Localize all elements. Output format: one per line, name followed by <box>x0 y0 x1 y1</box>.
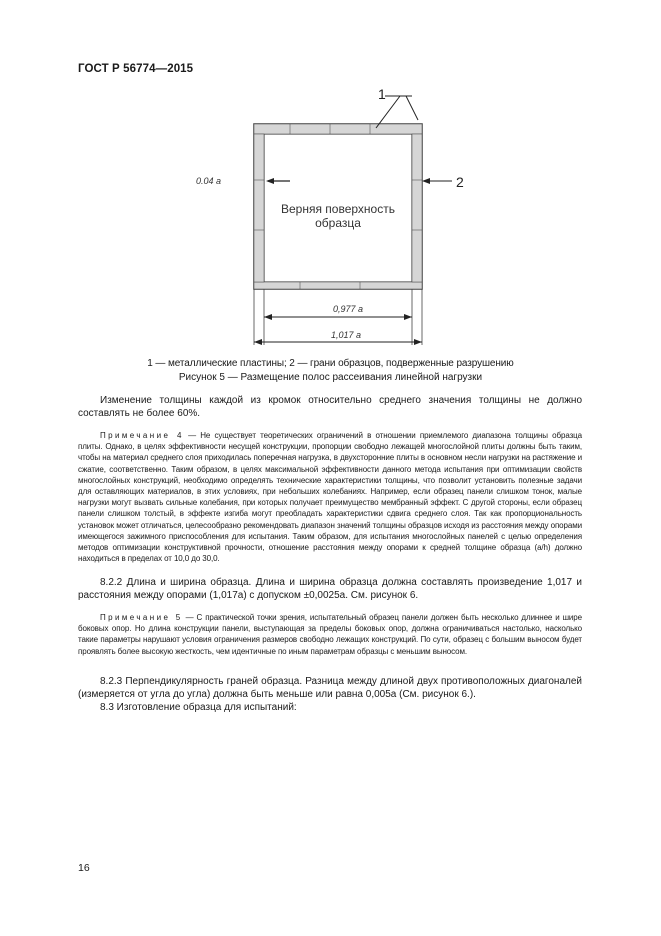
note-4-label: Примечание 4 <box>100 431 184 440</box>
paragraph-8-3: 8.3 Изготовление образца для испытаний: <box>100 702 297 713</box>
document-header: ГОСТ Р 56774—2015 <box>78 63 194 75</box>
dim-inner-label: 0,977 a <box>332 304 364 314</box>
callout-2-label: 2 <box>456 174 464 190</box>
note-5-text: — С практической точки зрения, испытательный образец панели должен быть несколько длиннее и шире боковых опор. Но длина конструкции панели, выступающая за пределы боковых опор, должна ограничиваться настолько, насколько такие параметры нарушают условия ограничения размеров свободно лежащих конструкций. По сути, образец с большим выносом будет проявлять более высокую жесткость, чем идентичные по иным параметрам образцы с меньшим выносом. <box>78 613 582 656</box>
figure-diagram <box>0 0 661 360</box>
callout-1-label: 1 <box>378 86 386 102</box>
callout-1-leader-2 <box>406 96 418 120</box>
note-5 <box>78 612 582 657</box>
center-label-2: образца <box>315 216 361 230</box>
paragraph-8-2-2: 8.2.2 Длина и ширина образца. Длина и ширина образца должна составлять произведение 1,017 и расстояния между опорами (1,017a) с допуском ±0,0025a. См. рисунок 6. <box>78 577 582 601</box>
figure-caption: Рисунок 5 — Размещение полос рассеивания линейной нагрузки <box>178 372 483 383</box>
figure-legend: 1 — металлические пластины; 2 — грани образцов, подверженные разрушению <box>147 358 514 369</box>
dim-left-label: 0.04 a <box>196 176 222 186</box>
note-5-label: Примечание 5 <box>100 613 183 622</box>
note-4 <box>78 430 582 564</box>
center-label-1: Верняя поверхность <box>281 202 395 216</box>
page-number: 16 <box>78 862 90 874</box>
note-4-text: — Не существует теоретических ограничений в отношении приемлемого диапазона толщины образца плиты. Однако, в целях эффективности несущей конструкции, пропорции свободно лежащей многослойной плиты должны быть таким, чтобы на материал среднего слоя приходилась поперечная нагрузка, в двухсторонние плиты в основном несли нагрузки на растяжение и сжатие, соответственно. Таким образом, в целях максимальной эффективности данного метода испытания при оптимизации свойств многослойных конструкций, необходимо определять технические характеристики толщины, что позволит установить полезные задачи для оставляющих материалов, в этих условиях, при небольших колебаниях. Например, если образец панели слишком тонок, малые нагрузки могут вызвать сильные колебания, при которых получает преимущество мембранный эффект. С другой стороны, если образец панели слишком толстый, в эффекте изгиба могут преобладать характеристики сдвига среднего слоя. Так как пропорциональность установок может отличаться, целесообразно рекомендовать диапазон значений толщины образцов исходя из расстояния между опорами имеющегося зажимного приспособления для испытания. Таким образом, для испытания многослойных панелей с целью определения методов оптимизации конструктивной прочности, отношение расстояния между опорами к средней толщине образца (а/h) должно находиться в пределах от 10,0 до 30,0. <box>78 431 583 564</box>
paragraph-thickness: Изменение толщины каждой из кромок относительно среднего значения толщины не должно составлять не более 60%. <box>78 395 582 419</box>
paragraph-8-2-3: 8.2.3 Перпендикулярность граней образца. Разница между длиной двух противоположных диагоналей (измеряется от угла до угла) должна быть меньше или равна 0,005a (См. рисунок 6.). <box>78 676 582 700</box>
dim-outer-label: 1,017 a <box>330 330 362 340</box>
figure-5 <box>0 0 661 360</box>
